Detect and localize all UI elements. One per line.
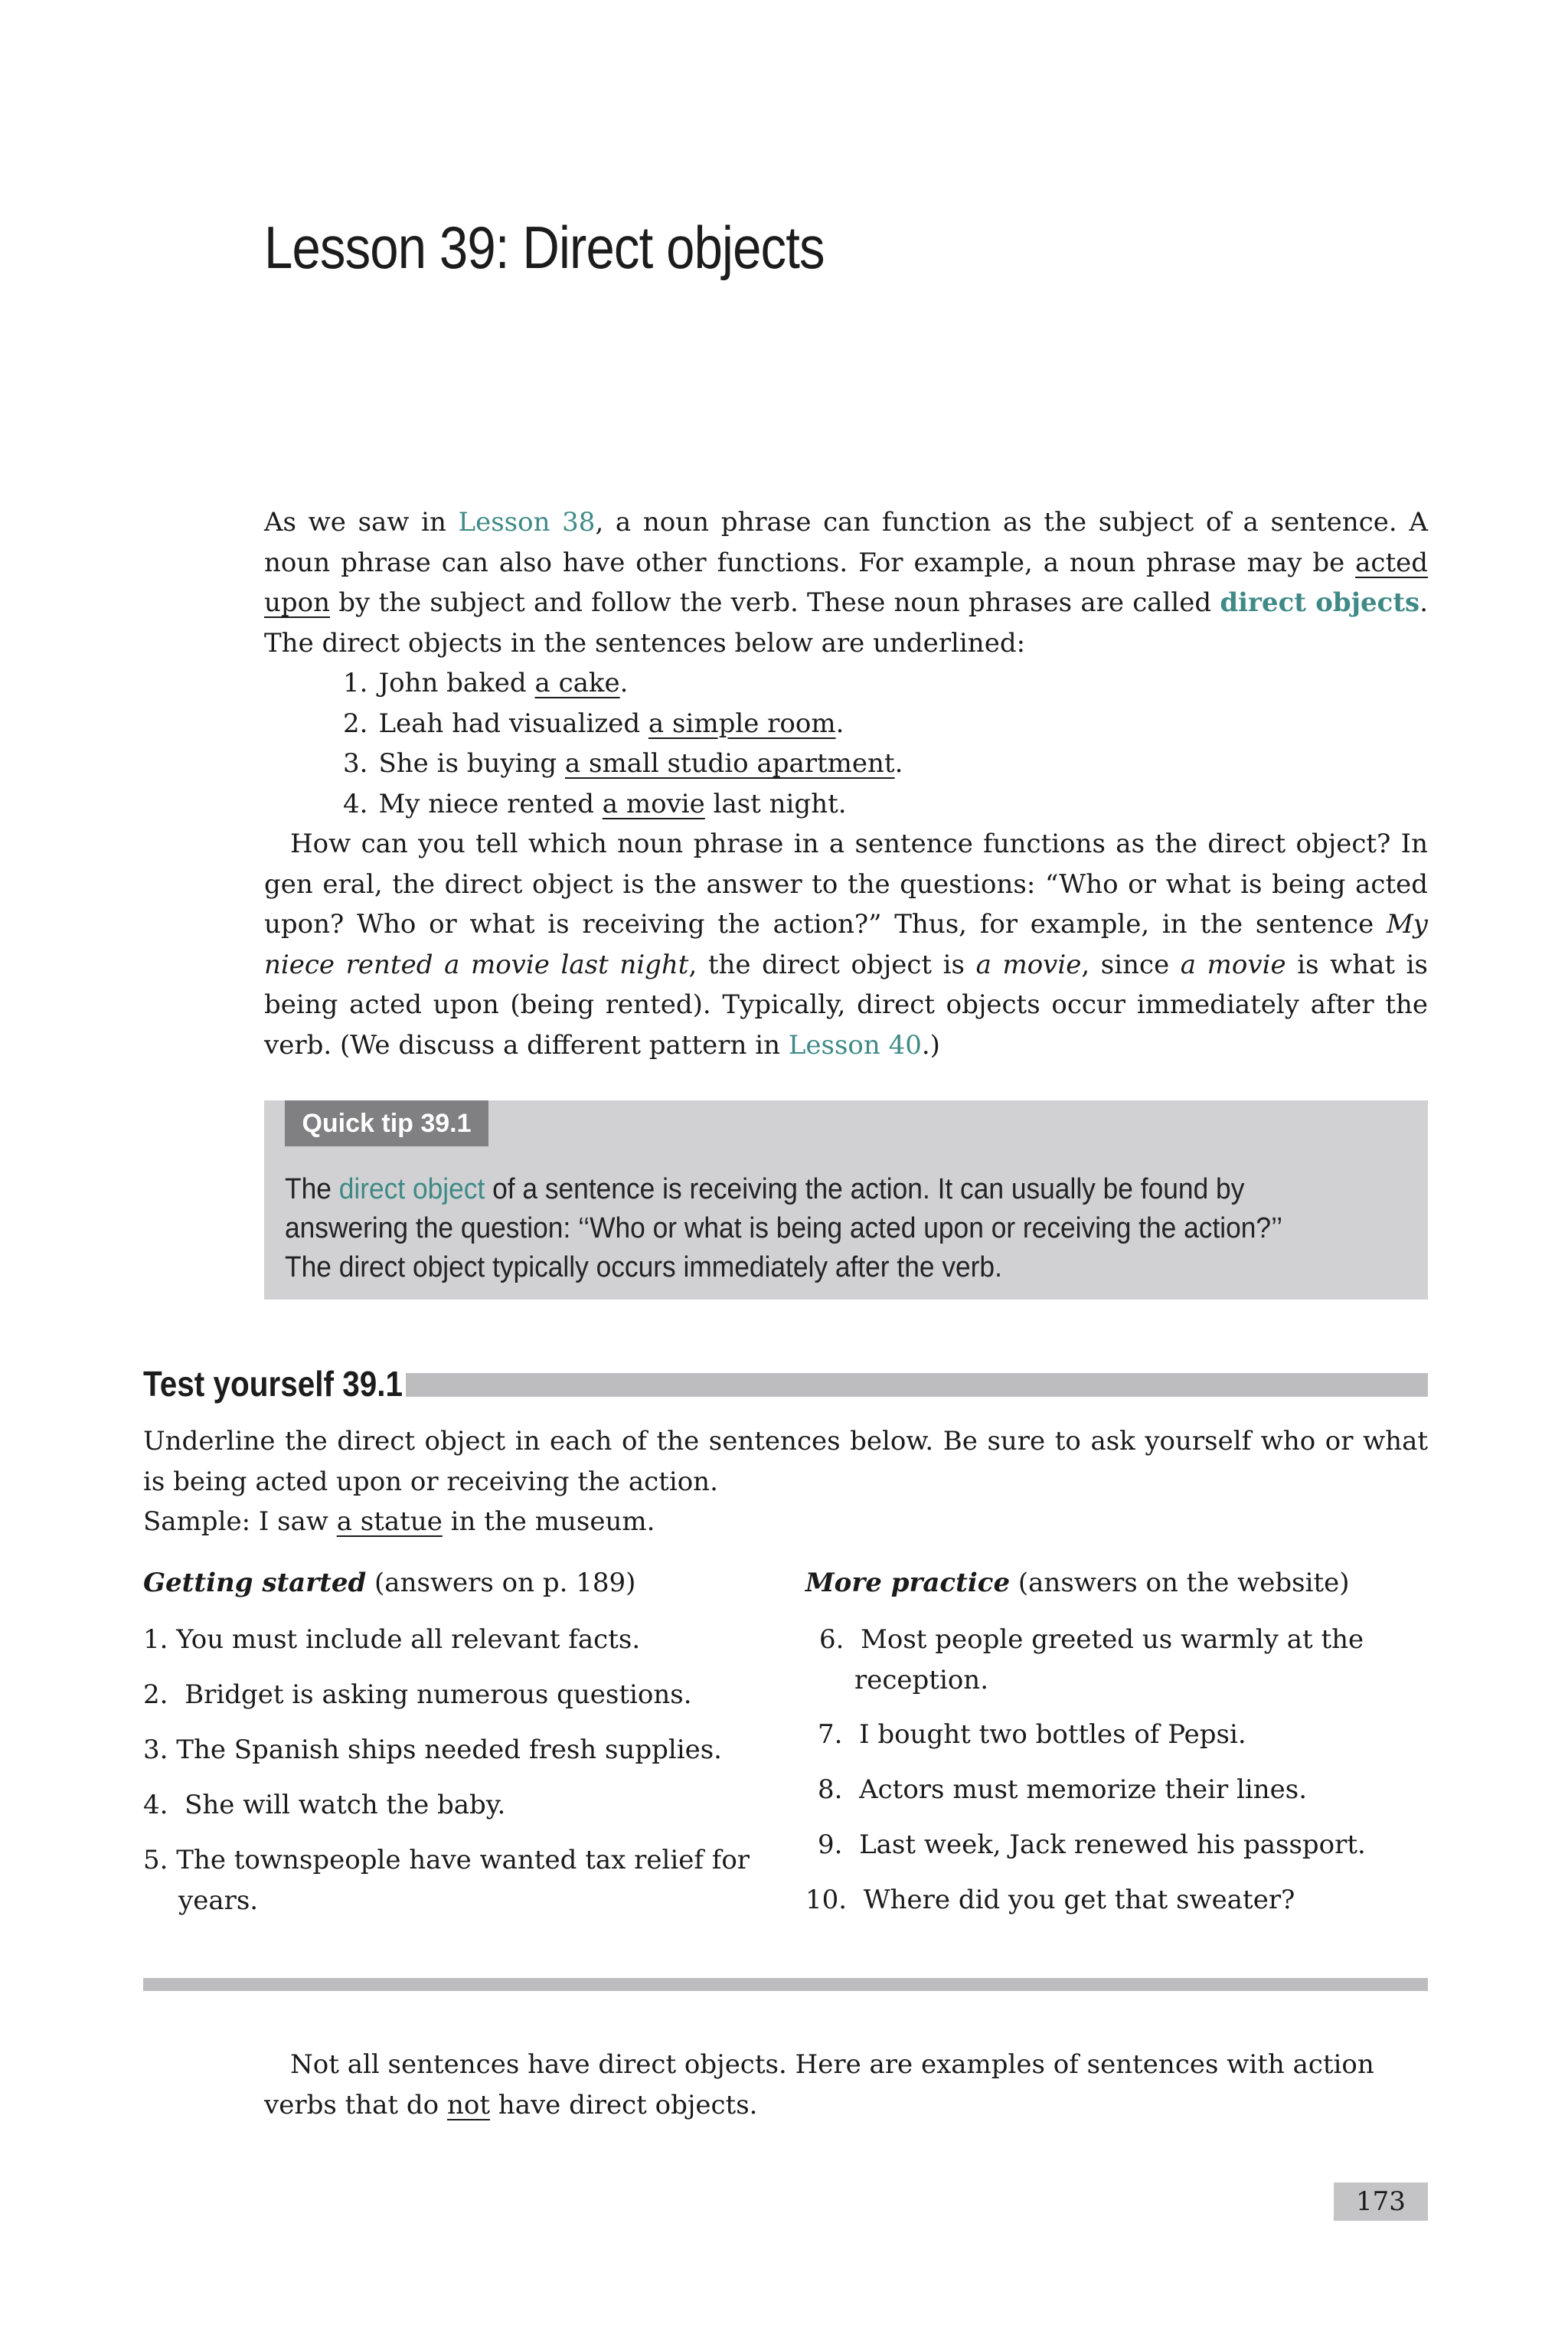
explanation-paragraph: How can you tell which noun phrase in a sentence functions as the direct object? In gen eral, the direct object is the answer to the questions: “Who or what is being acted upon? Who or what is receiving the action?” Thus, for example, in the sentence My niece rented a movie last night, the direct object is a movie, since a movie is what is being acted upon (being rented). Typically, direct objects occur immediately after the verb. (We discuss a different pattern in Lesson 40.)	[264, 829, 1428, 1061]
exercise-item: 10. Where did you get that sweater?	[805, 1885, 1295, 1915]
exercise-item: 4. She will watch the baby.	[143, 1790, 506, 1820]
not-underlined: not	[446, 2089, 490, 2120]
exercise-item: 8. Actors must memorize their lines.	[818, 1774, 1308, 1805]
section-end-rule	[143, 1978, 1428, 1991]
intro-text: by the subject and follow the verb. These noun phrases are called	[330, 587, 1220, 618]
getting-started-heading: Getting started (answers on p. 189)	[143, 1568, 636, 1598]
exercise-item: 9. Last week, Jack renewed his passport.	[818, 1829, 1366, 1860]
intro-text: . The direct objects in the sentences below are underlined:	[264, 587, 1428, 659]
intro-text: As we saw in	[264, 507, 459, 538]
intro-paragraph	[264, 502, 1428, 663]
heading-rule-bar	[406, 1373, 1428, 1397]
example-item: 1. John baked a cake.	[343, 668, 629, 698]
exercise-item: 6. Most people greeted us warmly at the reception.	[819, 1624, 1364, 1695]
direct-objects-term: direct objects	[1220, 587, 1420, 618]
lesson-38-link[interactable]: Lesson 38	[458, 507, 596, 538]
example-item: 3. She is buying a small studio apartment.	[343, 748, 903, 779]
lesson-40-link[interactable]: Lesson 40	[788, 1029, 922, 1061]
example-item: 2. Leah had visualized a simple room.	[343, 708, 844, 739]
exercise-item: 3. The Spanish ships needed fresh supplies.	[143, 1734, 722, 1765]
quick-tip-text: The direct object of a sentence is receiving the action. It can usually be found by answering the question: ‘‘Who or what is being acted upon or receiving the action?’’ The direct object typically occurs immediately after the verb.	[285, 1173, 1282, 1283]
example-list	[343, 663, 903, 824]
sample-object-underlined: a statue	[336, 1506, 443, 1537]
direct-object-underlined: a simple room	[648, 708, 836, 739]
lesson-title: Lesson 39: Direct objects	[264, 214, 825, 281]
exercise-item: 5. The townspeople have wanted tax relief for years.	[143, 1845, 750, 1916]
direct-object-term: direct object	[338, 1173, 485, 1205]
example-sentence-italic: My niece rented a movie last night	[264, 909, 1428, 980]
more-practice-heading: More practice (answers on the website)	[805, 1568, 1350, 1598]
exercise-item: 7. I bought two bottles of Pepsi.	[818, 1719, 1246, 1750]
exercise-item: 1. You must include all relevant facts.	[143, 1624, 641, 1655]
exercise-item: 2. Bridget is asking numerous questions.	[143, 1679, 692, 1710]
sample-sentence: Sample: I saw a statue in the museum.	[143, 1506, 655, 1537]
direct-object-underlined: a movie	[602, 788, 705, 819]
direct-object-underlined: a cake	[534, 668, 620, 698]
test-instructions: Underline the direct object in each of the sentences below. Be sure to ask yourself who or what is being acted upon or receiving the action. Sample: I saw a statue in the museum.	[143, 1421, 1428, 1542]
page-number: 173	[1334, 2182, 1428, 2221]
quick-tip-label: Quick tip 39.1	[285, 1100, 488, 1146]
direct-object-underlined: a small studio apartment	[564, 748, 895, 779]
example-item: 4. My niece rented a movie last night.	[343, 788, 847, 819]
test-yourself-heading: Test yourself 39.1	[143, 1364, 403, 1404]
intro-text: , a noun phrase can function as the subject of a sentence. A noun phrase can also have other functions. For example, a noun phrase may be	[264, 507, 1428, 578]
acted-upon-underlined: acted upon	[264, 547, 1428, 618]
closing-paragraph: Not all sentences have direct objects. Here are examples of sentences with action verbs that do not have direct objects.	[264, 2049, 1374, 2120]
